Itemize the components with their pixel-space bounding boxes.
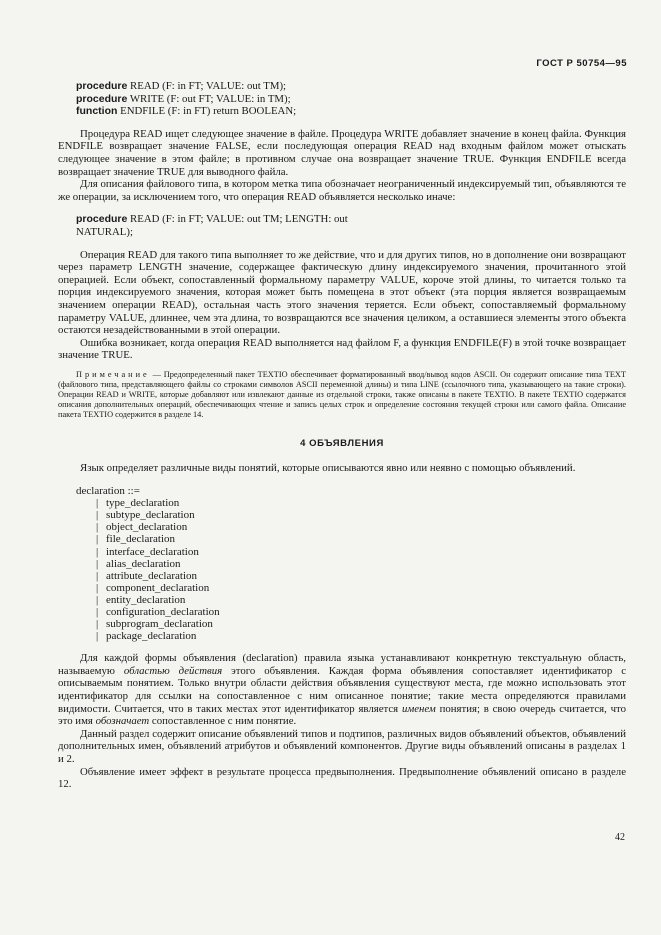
code-block-read-length: [76, 213, 626, 238]
grammar-bar: |: [96, 557, 99, 570]
grammar-alternative-text: entity_declaration: [106, 593, 186, 606]
grammar-bar: |: [96, 497, 99, 510]
grammar-alternative: [76, 558, 626, 570]
grammar-alternative-text: package_declaration: [106, 630, 197, 643]
paragraph: Для каждой формы объявления (declaration) правила языка устанавливают конкретную текстуальную область, называемую областью действия этого объявления. Каждая форма объявления сопоставляет идентификатор с описываемым понятием. Только внутри области действия объявления существуют места, где можно использовать этот идентификатор для ссылки на сопоставленное с ним описанное понятие; такие места определяются правилами видимости. Считается, что в таких местах этот идентификатор является именем понятия; в свою очередь считается, что это имя обозначает сопоставленное с ним понятие.: [58, 652, 626, 728]
page-content: [58, 80, 626, 791]
grammar-alternative-text: interface_declaration: [106, 545, 199, 558]
grammar-bar: |: [96, 533, 99, 546]
grammar-bar: |: [96, 581, 99, 594]
grammar-alternative-text: type_declaration: [106, 497, 180, 510]
grammar-bar: |: [96, 509, 99, 522]
code-line: procedure READ (F: in FT; VALUE: out TM);: [76, 80, 287, 92]
grammar-alternative: [76, 630, 626, 642]
page-number: 42: [615, 832, 625, 843]
grammar-alternative: [76, 521, 626, 533]
grammar-block: [76, 485, 626, 642]
grammar-alternative: [76, 594, 626, 606]
grammar-head: declaration ::=: [76, 485, 140, 498]
grammar-alternative: [76, 606, 626, 618]
code-line: function ENDFILE (F: in FT) return BOOLEAN;: [76, 105, 297, 118]
grammar-alternative: [76, 582, 626, 594]
grammar-bar: |: [96, 618, 99, 631]
code-line: procedure READ (F: in FT; VALUE: out TM; LENGTH: out: [76, 213, 348, 226]
grammar-bar: |: [96, 606, 99, 618]
grammar-bar: |: [96, 521, 99, 534]
note-text: Предопределенный пакет TEXTIO обеспечивает форматированный ввод/вывод кодов ASCII. Он содержит описание типа TEXT (файлового типа, представляющего файлы со строками символов ASCII переменной длины) и типа LINE (ссылочного типа, указывающего на такие строки). Операции READ и WRITE, которые добавляют или извлекают данные из отдельной строки, также описаны в пакете TEXTIO. В пакете TEXTIO содержатся описания дополнительных операций, обеспечивающих чтение и запись целых строк и определение состояния текущей строки или самого файла. Описание пакета TEXTIO содержится в разделе 14.: [58, 369, 626, 419]
grammar-alternatives: [76, 497, 626, 642]
grammar-alternative: [76, 509, 626, 521]
grammar-alternative-text: file_declaration: [106, 533, 176, 546]
grammar-alternative-text: subprogram_declaration: [106, 618, 213, 631]
page-header: ГОСТ Р 50754—95: [536, 58, 627, 69]
grammar-bar: |: [96, 630, 99, 643]
paragraph: Операция READ для такого типа выполняет то же действие, что и для других типов, но в дополнение они возвращают через параметр LENGTH значение, содержащее фактическую длину индексируемого значения, прочитанного этой операцией. Если объект, сопоставленный формальному параметру VALUE, короче этой длины, то читается только та порция индексируемого значения, которая может быть помещена в этот объект (эта порция является возвращаемым значением операции READ), остальная часть этого значения теряется. Если объект, сопоставляемый формальному параметру VALUE, длиннее, чем эта длина, то возвращаются все значения целиком, а оставшиеся элементы этого объекта остаются незадействованными в этой операции.: [58, 248, 626, 337]
section-heading: 4 ОБЪЯВЛЕНИЯ: [300, 437, 384, 449]
grammar-bar: |: [96, 593, 99, 606]
paragraph: Язык определяет различные виды понятий, которые описываются явно или неявно с помощью объявлений.: [80, 462, 576, 475]
grammar-alternative: [76, 618, 626, 630]
paragraph: Данный раздел содержит описание объявлений типов и подтипов, различных видов объявлений объектов, объявлений дополнительных имен, объявлений атрибутов и объявлений компонентов. Другие виды объявлений описаны в разделах 1 и 2.: [58, 727, 626, 766]
grammar-alternative: [76, 570, 626, 582]
grammar-alternative-text: subtype_declaration: [106, 509, 195, 522]
grammar-bar: |: [96, 545, 99, 558]
paragraph: Объявление имеет эффект в результате процесса предвыполнения. Предвыполнение объявлений описано в разделе 12.: [58, 765, 626, 791]
grammar-alternative-text: object_declaration: [106, 521, 188, 534]
grammar-alternative: [76, 533, 626, 545]
note: Примечание — Предопределенный пакет TEXTIO обеспечивает форматированный ввод/вывод кодов ASCII. Он содержит описание типа TEXT (файлового типа, представляющего файлы со строками символов ASCII переменной длины) и типа LINE (ссылочного типа, указывающего на такие строки). Операции READ и WRITE, которые добавляют или извлекают данные из отдельной строки, также описаны в пакете TEXTIO. В пакете TEXTIO содержатся описания дополнительных операций, обеспечивающих чтение и запись целых строк и определение состояния текущей строки или самого файла. Описание пакета TEXTIO содержится в разделе 14.: [58, 369, 626, 419]
grammar-alternative: [76, 497, 626, 509]
code-line: NATURAL);: [76, 225, 133, 238]
grammar-bar: |: [96, 569, 99, 582]
grammar-alternative: [76, 546, 626, 558]
grammar-alternative-text: component_declaration: [106, 581, 210, 594]
paragraph: Ошибка возникает, когда операция READ выполняется над файлом F, а функция ENDFILE(F) в этой точке возвращает значение TRUE.: [58, 336, 626, 362]
grammar-alternative-text: attribute_declaration: [106, 569, 198, 582]
note-label: Примечание: [76, 369, 150, 379]
code-block-file-operations: [76, 80, 626, 118]
paragraph: Для описания файлового типа, в котором метка типа обозначает неограниченный индексируемый тип, объявляются те же операции, за исключением того, что операция READ объявляется несколько иначе:: [58, 178, 626, 203]
paragraph: Процедура READ ищет следующее значение в файле. Процедура WRITE добавляет значение в конец файла. Функция ENDFILE возвращает значение FALSE, если последующая операция READ над входным файлом может отыскать следующее значение в этом файле; в противном случае она возвращает значение TRUE. Функция ENDFILE всегда возвращает значение TRUE для выводного файла.: [58, 127, 626, 178]
grammar-alternative-text: alias_declaration: [106, 557, 181, 570]
code-line: procedure WRITE (F: out FT; VALUE: in TM);: [76, 92, 291, 105]
grammar-alternative-text: configuration_declaration: [106, 606, 220, 618]
